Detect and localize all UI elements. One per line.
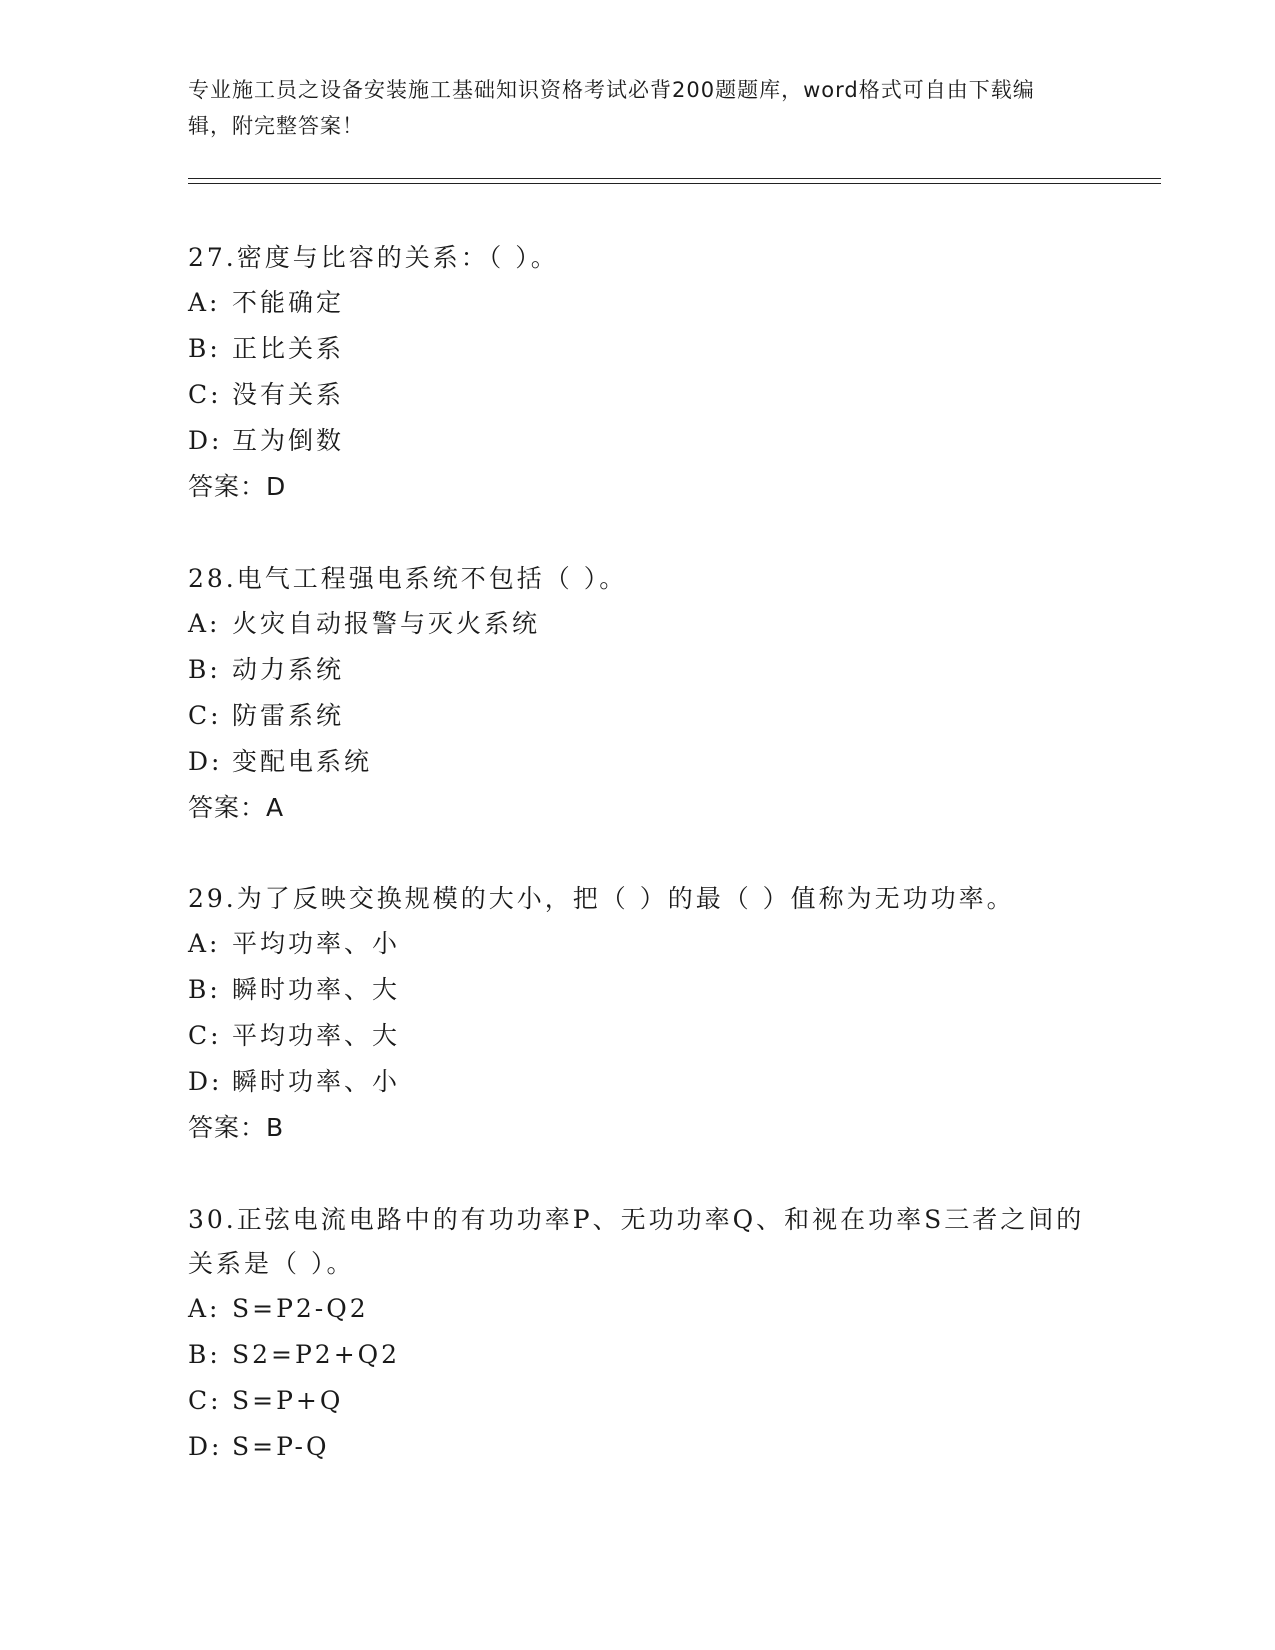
option-key: C: <box>188 380 222 409</box>
option-key: D: <box>188 1067 223 1096</box>
option-text: 正比关系 <box>232 334 345 363</box>
option-text: 互为倒数 <box>232 426 345 455</box>
question-28 <box>188 557 1088 831</box>
option-key: B: <box>188 975 221 1004</box>
option-key: A: <box>188 609 221 638</box>
option-key: D: <box>188 1432 223 1461</box>
header-title: 专业施工员之设备安装施工基础知识资格考试必背200题题库，word格式可自由下载编辑，附完整答案！ <box>188 78 1035 138</box>
option-c <box>188 1378 1088 1424</box>
header-divider-top <box>188 178 1161 179</box>
option-text: 火灾自动报警与灭火系统 <box>232 609 541 638</box>
option-c <box>188 1013 1088 1059</box>
option-a <box>188 601 1088 647</box>
option-text: 防雷系统 <box>232 701 345 730</box>
option-text: S2=P2+Q2 <box>232 1340 401 1369</box>
option-d <box>188 1059 1088 1105</box>
option-key: D: <box>188 426 223 455</box>
option-text: 不能确定 <box>232 288 345 317</box>
option-b <box>188 967 1088 1013</box>
option-text: 变配电系统 <box>232 747 373 776</box>
option-b <box>188 647 1088 693</box>
option-key: A: <box>188 288 221 317</box>
question-30 <box>188 1198 1088 1470</box>
option-text: 动力系统 <box>232 655 345 684</box>
option-b <box>188 326 1088 372</box>
answer-line: 答案：B <box>188 1113 285 1142</box>
question-29 <box>188 877 1088 1151</box>
option-key: B: <box>188 334 221 363</box>
option-a <box>188 1286 1088 1332</box>
option-key: C: <box>188 1021 222 1050</box>
question-stem: 30.正弦电流电路中的有功功率P、无功功率Q、和视在功率S三者之间的关系是（ ）。 <box>188 1205 1085 1278</box>
option-a <box>188 921 1088 967</box>
option-text: 瞬时功率、大 <box>232 975 401 1004</box>
option-text: S=P2-Q2 <box>232 1294 369 1323</box>
option-d <box>188 1424 1088 1470</box>
option-key: A: <box>188 929 221 958</box>
header-divider-bottom <box>188 183 1161 184</box>
document-header <box>188 72 1068 144</box>
option-text: 平均功率、大 <box>232 1021 401 1050</box>
option-key: D: <box>188 747 223 776</box>
option-text: S=P-Q <box>232 1432 330 1461</box>
option-d <box>188 739 1088 785</box>
question-stem: 29.为了反映交换规模的大小，把（ ）的最（ ）值称为无功功率。 <box>188 884 1015 913</box>
option-d <box>188 418 1088 464</box>
option-a <box>188 280 1088 326</box>
question-stem: 27.密度与比容的关系：（ ）。 <box>188 243 559 272</box>
option-b <box>188 1332 1088 1378</box>
option-c <box>188 372 1088 418</box>
option-key: C: <box>188 701 222 730</box>
option-key: C: <box>188 1386 222 1415</box>
option-c <box>188 693 1088 739</box>
option-key: A: <box>188 1294 221 1323</box>
answer-line: 答案：A <box>188 793 285 822</box>
option-text: 没有关系 <box>232 380 345 409</box>
option-text: 瞬时功率、小 <box>232 1067 401 1096</box>
option-key: B: <box>188 655 221 684</box>
question-stem: 28.电气工程强电系统不包括（ ）。 <box>188 564 628 593</box>
option-text: 平均功率、小 <box>232 929 401 958</box>
option-text: S=P+Q <box>232 1386 344 1415</box>
answer-line: 答案：D <box>188 472 287 501</box>
question-27 <box>188 236 1088 510</box>
option-key: B: <box>188 1340 221 1369</box>
